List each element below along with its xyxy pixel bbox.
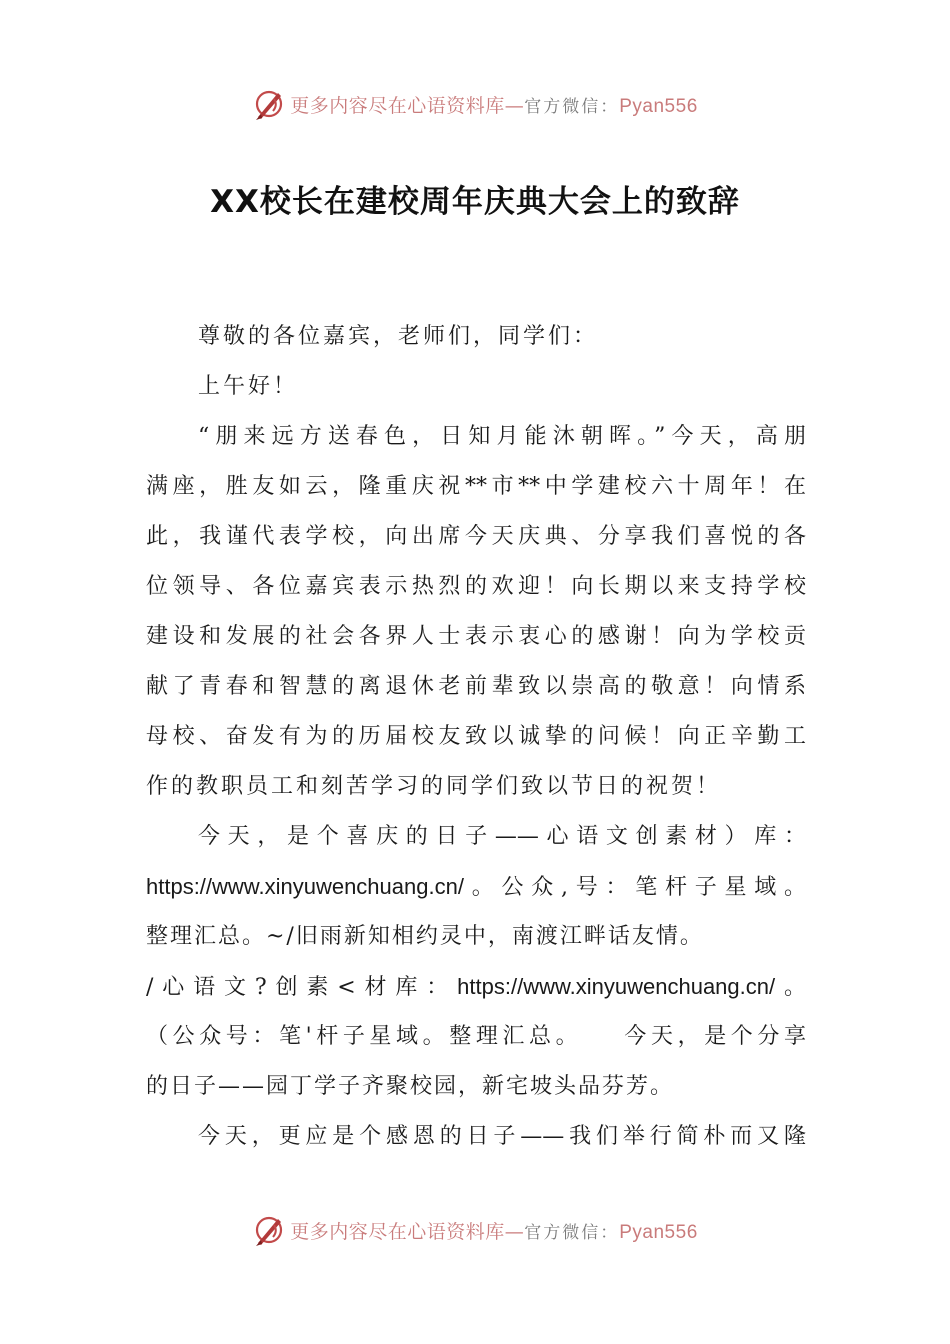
banner-official: 官方微信： bbox=[524, 1222, 620, 1243]
paragraph-line: 建设和发展的社会各界人士表示衷心的感谢！向为学校贡 bbox=[146, 624, 806, 649]
paragraph-line: （公众号：笔'杆子星域。整理汇总。 今天，是个分享 bbox=[146, 1024, 806, 1049]
banner-separator: — bbox=[504, 1220, 525, 1243]
greeting-line: 尊敬的各位嘉宾，老师们，同学们： bbox=[198, 324, 599, 349]
document-title: XX校长在建校周年庆典大会上的致辞 bbox=[210, 184, 740, 220]
paragraph-line: 此，我谨代表学校，向出席今天庆典、分享我们喜悦的各 bbox=[146, 524, 806, 549]
line-text: 。 bbox=[775, 975, 806, 1000]
banner-official: 官方微信： bbox=[524, 96, 620, 117]
paragraph-line: “朋来远方送春色，日知月能沐朝晖。”今天，高朋 bbox=[198, 424, 806, 449]
greeting-line: 上午好！ bbox=[198, 374, 299, 399]
paragraph-line: 满座，胜友如云，隆重庆祝**市**中学建校六十周年！在 bbox=[146, 474, 806, 499]
website-link[interactable]: https://www.xinyuwenchuang.cn/ bbox=[146, 874, 464, 899]
paragraph-line bbox=[146, 962, 806, 1012]
banner-brand: 更多内容尽在心语资料库 bbox=[290, 1220, 505, 1243]
banner-brand: 更多内容尽在心语资料库 bbox=[290, 94, 505, 117]
paragraph-line: 母校、奋发有为的历届校友致以诚挚的问候！向正辛勤工 bbox=[146, 724, 806, 749]
paragraph-line: 整理汇总。~/旧雨新知相约灵中，南渡江畔话友情。 bbox=[146, 924, 704, 949]
banner-text bbox=[290, 91, 698, 118]
paragraph-line bbox=[146, 862, 806, 912]
paragraph-line: 今天，是个喜庆的日子——心语文创素材）库： bbox=[198, 824, 806, 849]
banner-text bbox=[290, 1217, 698, 1244]
line-text: 。公众,号：笔杆子星域。 bbox=[463, 875, 806, 900]
document-body bbox=[146, 312, 806, 1162]
paragraph-line: 的日子——园丁学子齐聚校园，新宅坡头品芬芳。 bbox=[146, 1074, 675, 1099]
line-text: /心语文?创素<材库： bbox=[146, 975, 458, 1000]
banner-separator: — bbox=[504, 94, 525, 117]
footer-banner bbox=[0, 1212, 950, 1248]
paragraph-line: 位领导、各位嘉宾表示热烈的欢迎！向长期以来支持学校 bbox=[146, 574, 806, 599]
website-link[interactable]: https://www.xinyuwenchuang.cn/ bbox=[457, 974, 776, 999]
header-banner bbox=[0, 86, 950, 122]
paragraph-line: 献了青春和智慧的离退休老前辈致以崇高的敬意！向情系 bbox=[146, 674, 806, 699]
banner-wechat-id: Pyan556 bbox=[619, 95, 698, 117]
pen-logo-icon bbox=[252, 1213, 286, 1247]
paragraph-line: 今天，更应是个感恩的日子——我们举行简朴而又隆 bbox=[198, 1124, 806, 1149]
pen-logo-icon bbox=[252, 87, 286, 121]
banner-wechat-id: Pyan556 bbox=[619, 1221, 698, 1243]
paragraph-line: 作的教职员工和刻苦学习的同学们致以节日的祝贺！ bbox=[146, 774, 722, 799]
